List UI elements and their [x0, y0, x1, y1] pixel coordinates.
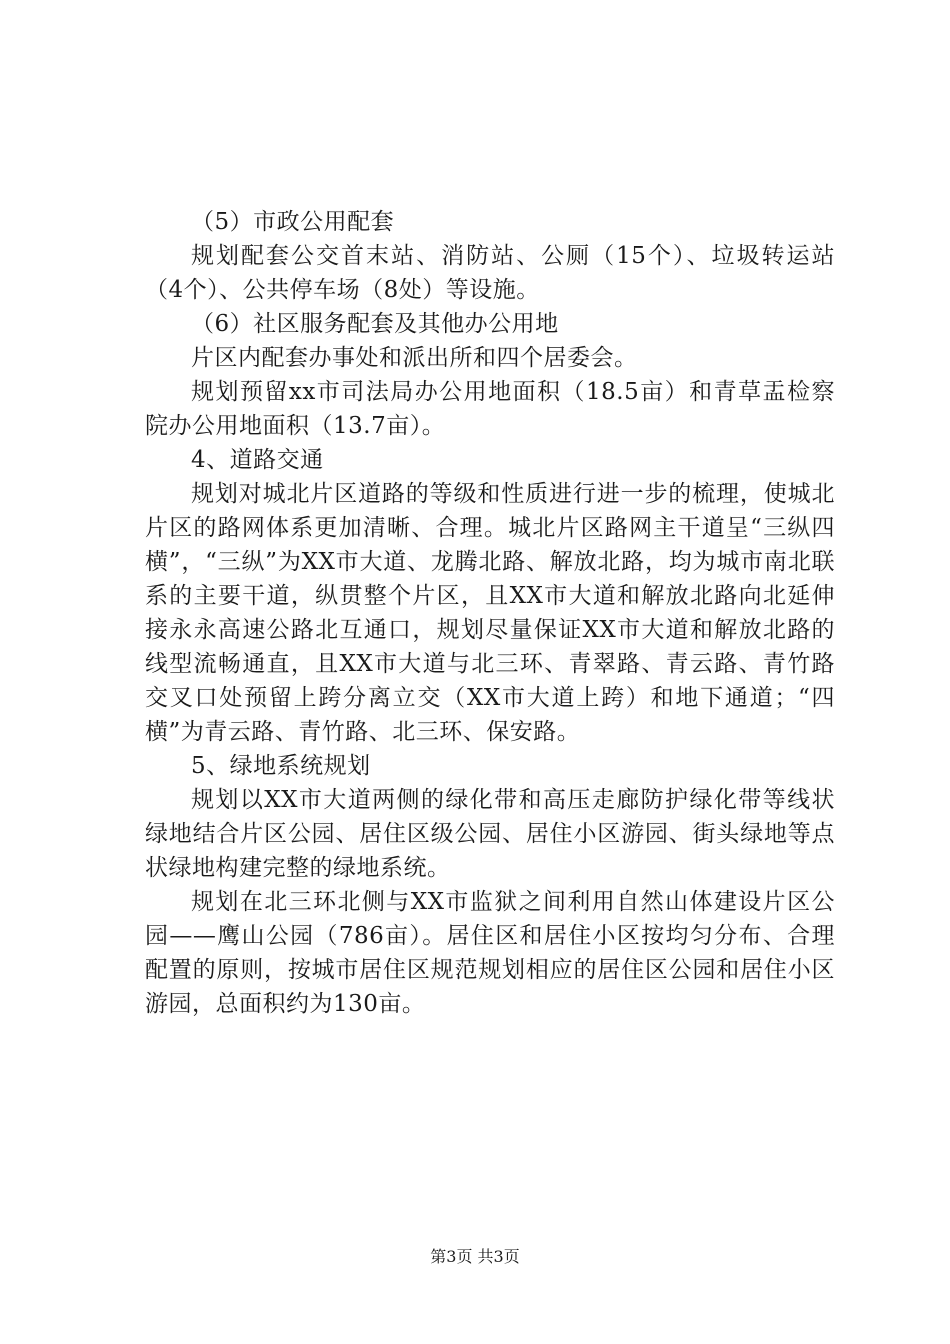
paragraph-road-network: 规划对城北片区道路的等级和性质进行进一步的梳理，使城北片区的路网体系更加清晰、合理。城北片区路网主干道呈“三纵四横”，“三纵”为XX市大道、龙腾北路、解放北路，均为城市南北联系的主要干道，纵贯整个片区，且XX市大道和解放北路向北延伸接永永高速公路北互通口，规划尽量保证XX市大道和解放北路的线型流畅通直，且XX市大道与北三环、青翠路、青云路、青竹路交叉口处预留上跨分离立交（XX市大道上跨）和地下通道；“四横”为青云路、青竹路、北三环、保安路。: [145, 481, 835, 745]
paragraph-heading-municipal: （5）市政公用配套: [191, 209, 395, 235]
paragraph-heading-green: 5、绿地系统规划: [191, 753, 371, 779]
page-footer: 第3页 共3页: [430, 1247, 520, 1266]
paragraph-municipal-facilities: 规划配套公交首末站、消防站、公厕（15个）、垃圾转运站（4个）、公共停车场（8处）等设施。: [145, 243, 835, 303]
paragraph-park-plan: 规划在北三环北侧与XX市监狱之间利用自然山体建设片区公园——鹰山公园（786亩）。居住区和居住小区按均匀分布、合理配置的原则，按城市居住区规范规划相应的居住区公园和居住小区游园，总面积约为130亩。: [145, 889, 835, 1017]
paragraph-heading-traffic: 4、道路交通: [191, 447, 324, 473]
paragraph-green-system: 规划以XX市大道两侧的绿化带和高压走廊防护绿化带等线状绿地结合片区公园、居住区级公园、居住小区游园、街头绿地等点状绿地构建完整的绿地系统。: [145, 787, 835, 881]
document-body: [145, 205, 835, 1021]
paragraph-community-offices: 片区内配套办事处和派出所和四个居委会。: [191, 345, 638, 371]
paragraph-heading-community: （6）社区服务配套及其他办公用地: [191, 311, 559, 337]
paragraph-reserved-land: 规划预留xx市司法局办公用地面积（18.5亩）和青草盂检察院办公用地面积（13.7亩）。: [145, 379, 835, 439]
